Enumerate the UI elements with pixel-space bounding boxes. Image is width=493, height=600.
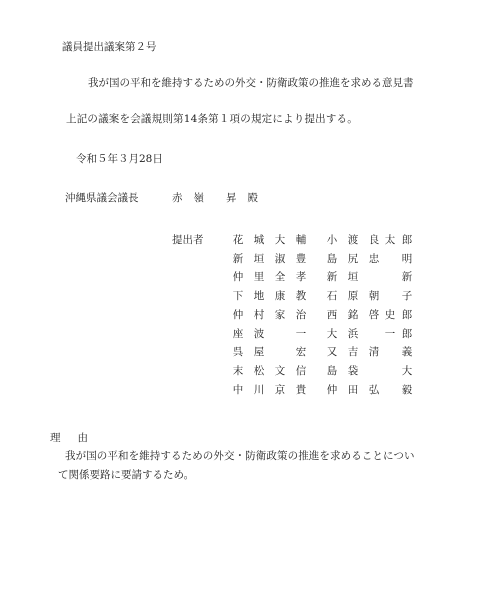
submitter-name-char: 新 <box>232 252 244 265</box>
submitter-name-char: 太 <box>384 234 396 246</box>
submitter-name-char: 呉 <box>232 346 244 359</box>
submitter-name-char: 地 <box>253 290 265 303</box>
recipient-name-char: 嶺 <box>193 192 204 204</box>
submitter-name-char: 大 <box>401 364 413 377</box>
submitter-name-char: 郎 <box>401 234 413 246</box>
submitter-name-char: 川 <box>253 383 265 396</box>
submitter-name-char: 貴 <box>295 383 307 396</box>
submitter-name-char: 全 <box>274 271 286 284</box>
submitter-name-char: 清 <box>368 346 380 359</box>
submitter-name-char: 京 <box>274 383 286 396</box>
recipient-title: 沖縄県議会議長 <box>65 192 139 204</box>
submitter-name-char: 中 <box>232 383 244 396</box>
submitters-label: 提出者 <box>172 234 204 246</box>
recipient-name-char: 昇 <box>226 192 237 204</box>
submitter-name-char: 仲 <box>326 383 338 396</box>
submitter-name-char: 屋 <box>253 346 265 359</box>
submitter-name-char: 新 <box>326 271 338 284</box>
submitter-name-char: 松 <box>253 364 265 377</box>
submitter-name-char: 啓 <box>368 308 380 321</box>
submitter-name-char: 宏 <box>295 346 307 359</box>
submitter-name-char: 垣 <box>253 252 265 265</box>
submission-statement: 上記の議案を会議規則第14条第１項の規定により提出する。 <box>66 113 358 125</box>
submitter-name-char: 朝 <box>368 290 380 303</box>
submitter-name-char: 村 <box>253 308 265 321</box>
submitter-name-char: 豊 <box>295 252 307 265</box>
document-title: 我が国の平和を維持するための外交・防衛政策の推進を求める意見書 <box>88 77 414 89</box>
submitter-name-char: 家 <box>274 308 286 321</box>
submitter-name-char: 康 <box>274 290 286 303</box>
submitter-name-char: 大 <box>326 327 338 340</box>
recipient-name <box>172 192 258 205</box>
submitter-name-char: 石 <box>326 290 338 303</box>
submitter-name-char: 新 <box>401 271 413 284</box>
submitter-name-char: 弘 <box>368 383 380 396</box>
submitter-name-char: 花 <box>232 234 244 246</box>
submitter-name-char: 孝 <box>295 271 307 284</box>
submitter-name-char: 垣 <box>347 271 359 284</box>
submitter-name-char: 忠 <box>368 252 380 265</box>
submitter-name-char: 義 <box>401 346 413 359</box>
submitter-name-char: 子 <box>401 290 413 303</box>
submitter-name-char: 浜 <box>347 327 359 340</box>
submitter-name-char: 城 <box>253 234 265 246</box>
submitter-name-char: 座 <box>232 327 244 340</box>
submitter-name-char: 末 <box>232 364 244 377</box>
submitter-name-char: 郎 <box>401 308 413 321</box>
submitter-name-char: 輔 <box>295 234 307 246</box>
submitter-name-char: 島 <box>326 364 338 377</box>
submitter-name-char: 治 <box>295 308 307 321</box>
submitter-name-char: 淑 <box>274 252 286 265</box>
submitter-name-char: 袋 <box>347 364 359 377</box>
submitter-name-char: 一 <box>295 327 307 340</box>
submitter-name-char: 毅 <box>401 383 413 396</box>
reason-label-char: 理 <box>50 432 61 444</box>
submitter-name-char: 銘 <box>347 308 359 321</box>
submitter-name-char: 原 <box>347 290 359 303</box>
submitter-name-char: 渡 <box>347 234 359 246</box>
submitter-name-char: 下 <box>232 290 244 303</box>
submitter-name-char: 教 <box>295 290 307 303</box>
submitter-name-char: 島 <box>326 252 338 265</box>
submitter-name-char: 郎 <box>401 327 413 340</box>
submitter-name-char: 小 <box>326 234 338 246</box>
recipient-name-char: 赤 <box>172 192 183 204</box>
submitter-name-char: 里 <box>253 271 265 284</box>
submission-date: 令和５年３月28日 <box>76 153 163 165</box>
reason-text-line: 我が国の平和を維持するための外交・防衛政策の推進を求めることについ <box>65 450 415 462</box>
submitter-name-char: 波 <box>253 327 265 340</box>
bill-number: 議員提出議案第２号 <box>62 41 157 53</box>
submitter-name-char: 仲 <box>232 271 244 284</box>
submitter-name-char: 仲 <box>232 308 244 321</box>
submitter-name-char: 尻 <box>347 252 359 265</box>
submitter-name-char: 一 <box>384 327 396 340</box>
recipient-name-char: 殿 <box>247 192 258 204</box>
reason-text-line: て関係要路に要請するため。 <box>58 469 195 481</box>
submitter-name-char: 大 <box>274 234 286 246</box>
reason-label <box>50 432 88 445</box>
submitter-name-char: 田 <box>347 383 359 396</box>
submitter-name-char: 明 <box>401 252 413 265</box>
submitter-name-char: 吉 <box>347 346 359 359</box>
submitter-name-char: 良 <box>368 234 380 246</box>
submitter-name-char: 文 <box>274 364 286 377</box>
submitter-name-char: 又 <box>326 346 338 359</box>
submitter-name-char: 史 <box>384 308 396 321</box>
submitter-name-char: 西 <box>326 308 338 321</box>
submitter-name-char: 信 <box>295 364 307 377</box>
reason-label-char: 由 <box>77 432 88 444</box>
